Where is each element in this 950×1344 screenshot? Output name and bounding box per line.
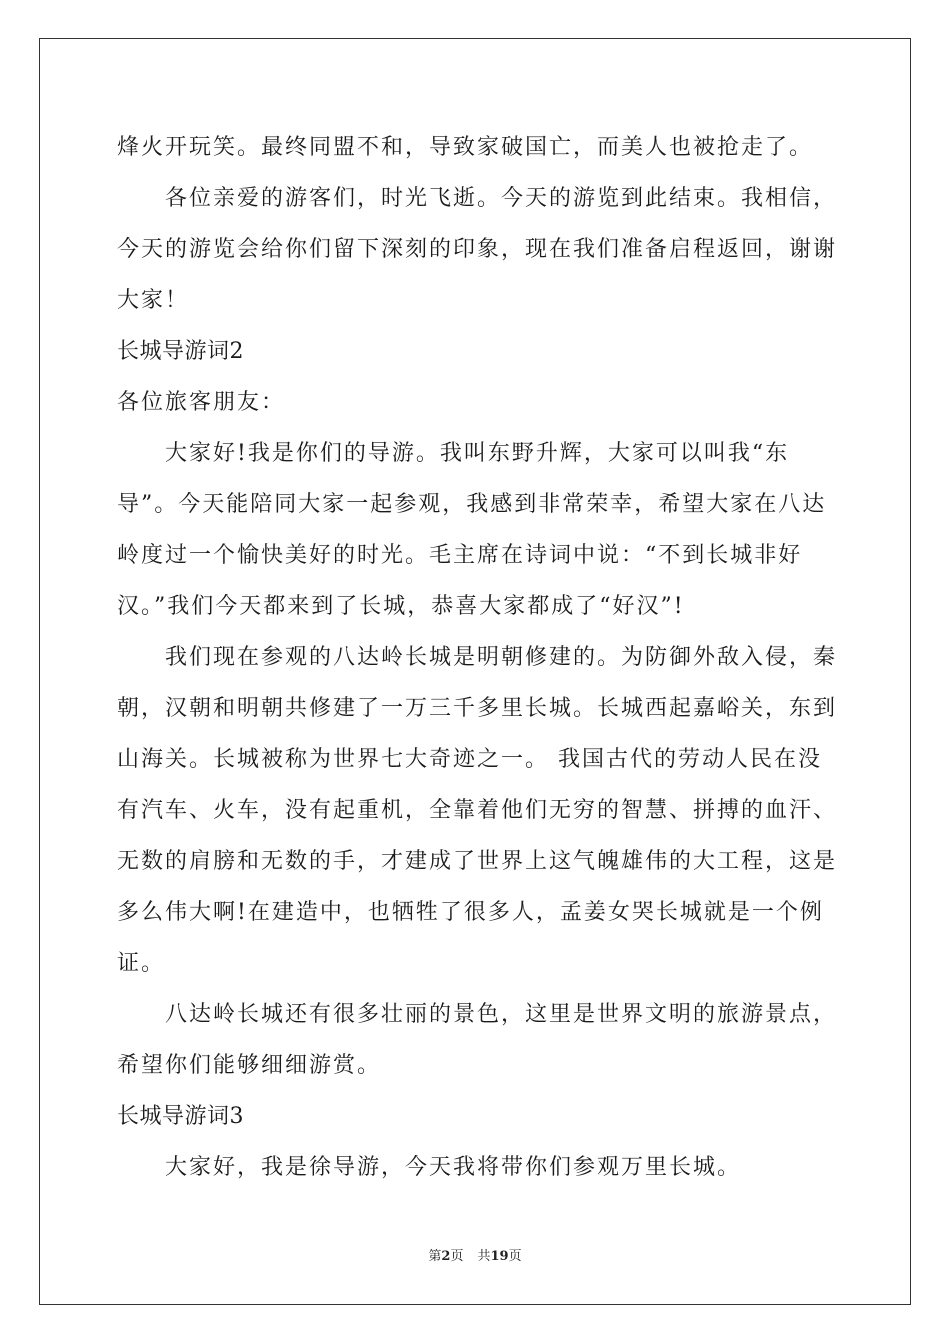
text-line: 我们现在参观的八达岭长城是明朝修建的。为防御外敌入侵，秦 xyxy=(165,645,838,670)
footer-total-suffix: 页 xyxy=(508,1249,522,1264)
text-line: 岭度过一个愉快美好的时光。毛主席在诗词中说：“不到长城非好 xyxy=(117,543,803,568)
document-body xyxy=(117,122,837,1193)
footer-page-prefix: 第 xyxy=(428,1249,442,1264)
text-line: 大家！ xyxy=(117,288,190,313)
text-line: 无数的肩膀和无数的手，才建成了世界上这气魄雄伟的大工程，这是 xyxy=(117,849,838,874)
page-footer xyxy=(0,1245,950,1264)
text-line: 汉。”我们今天都来到了长城，恭喜大家都成了“好汉”! xyxy=(117,594,685,619)
section-heading: 长城导游词2 xyxy=(117,339,244,364)
footer-page-suffix: 页 xyxy=(450,1249,464,1264)
text-line: 导”。今天能陪同大家一起参观，我感到非常荣幸，希望大家在八达 xyxy=(117,492,827,517)
text-line: 大家好，我是徐导游，今天我将带你们参观万里长城。 xyxy=(165,1155,742,1180)
text-line: 希望你们能够细细游赏。 xyxy=(117,1053,382,1078)
footer-total-pages: 19 xyxy=(490,1249,509,1264)
section-heading: 长城导游词3 xyxy=(117,1104,244,1129)
text-line: 大家好!我是你们的导游。我叫东野升辉，大家可以叫我“东 xyxy=(165,441,790,466)
text-line: 多么伟大啊!在建造中，也牺牲了很多人，孟姜女哭长城就是一个例 xyxy=(117,900,824,925)
text-line: 各位旅客朋友： xyxy=(117,390,286,415)
footer-total-prefix: 共 xyxy=(477,1249,491,1264)
footer-page-number: 2 xyxy=(441,1249,451,1264)
text-line: 山海关。长城被称为世界七大奇迹之一。 我国古代的劳动人民在没 xyxy=(117,747,822,772)
text-line: 今天的游览会给你们留下深刻的印象，现在我们准备启程返回，谢谢 xyxy=(117,237,838,262)
text-line: 八达岭长城还有很多壮丽的景色，这里是世界文明的旅游景点， xyxy=(165,1002,838,1027)
text-line: 各位亲爱的游客们，时光飞逝。今天的游览到此结束。我相信， xyxy=(165,186,838,211)
text-line: 烽火开玩笑。最终同盟不和，导致家破国亡，而美人也被抢走了。 xyxy=(117,135,814,160)
text-line: 朝，汉朝和明朝共修建了一万三千多里长城。长城西起嘉峪关，东到 xyxy=(117,696,838,721)
text-line: 证。 xyxy=(117,951,166,976)
text-line: 有汽车、火车，没有起重机，全靠着他们无穷的智慧、拼搏的血汗、 xyxy=(117,798,838,823)
